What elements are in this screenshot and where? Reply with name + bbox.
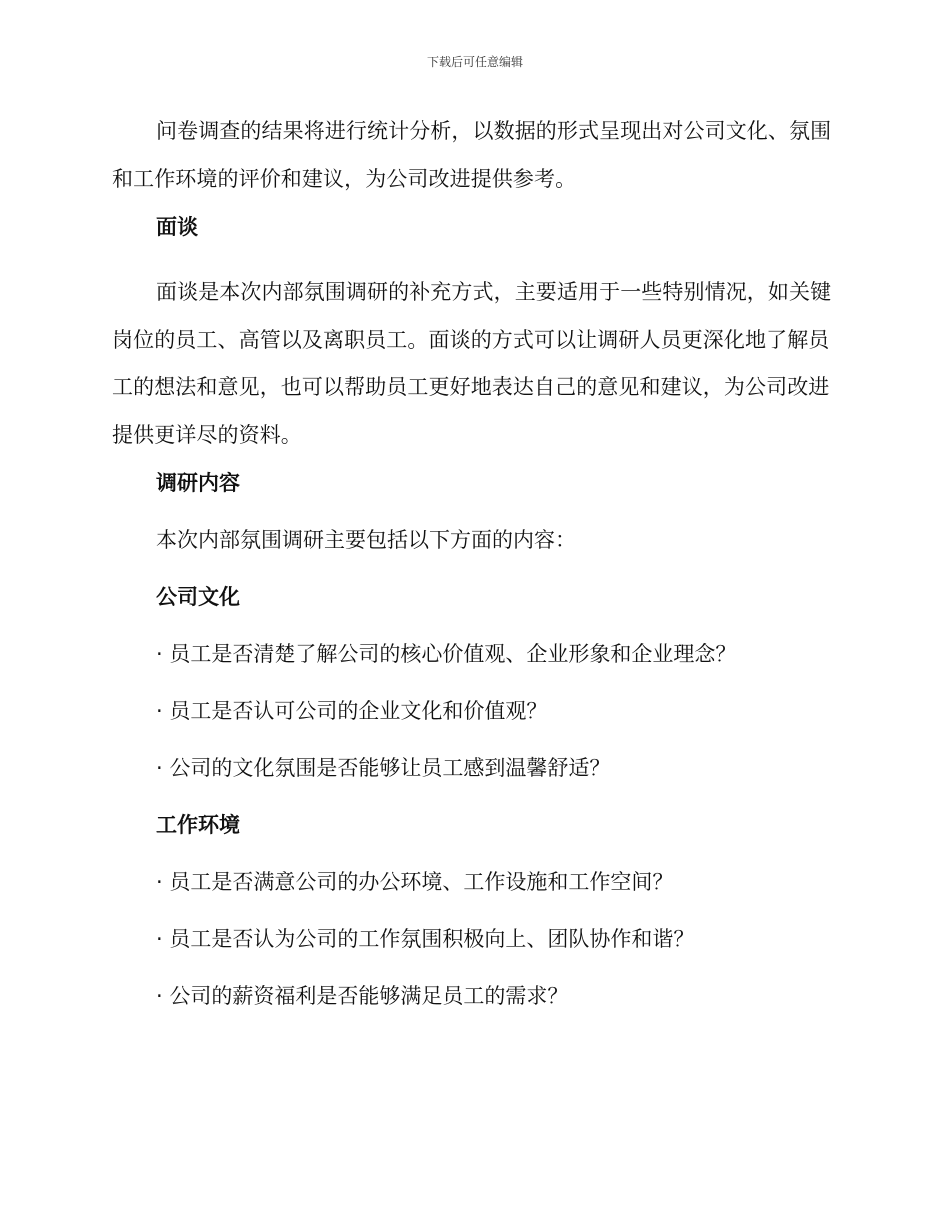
list-item-env-3: · 公司的薪资福利是否能够满足员工的需求？ [156, 984, 569, 1008]
document-body [112, 108, 838, 1038]
paragraph-interview: 面谈是本次内部氛围调研的补充方式，主要适用于一些特别情况，如关键岗位的员工、高管以及离职员工。面谈的方式可以让调研人员更深化地了解员工的想法和意见，也可以帮助员工更好地表达自己的意见和建议，为公司改进提供更详尽的资料。 [112, 280, 832, 447]
heading-company-culture: 公司文化 [156, 585, 240, 609]
heading-work-environment: 工作环境 [156, 813, 240, 837]
list-item-culture-3: · 公司的文化氛围是否能够让员工感到温馨舒适？ [156, 756, 611, 780]
list-item-culture-1: · 员工是否清楚了解公司的核心价值观、企业形象和企业理念？ [156, 642, 737, 666]
list-item-env-2: · 员工是否认为公司的工作氛围积极向上、团队协作和谐？ [156, 927, 695, 951]
list-item-culture-2: · 员工是否认可公司的企业文化和价值观？ [156, 699, 548, 723]
paragraph-survey-results: 问卷调查的结果将进行统计分析，以数据的形式呈现出对公司文化、氛围和工作环境的评价和建议，为公司改进提供参考。 [112, 119, 832, 191]
list-item-env-1: · 员工是否满意公司的办公环境、工作设施和工作空间？ [156, 870, 674, 894]
heading-interview: 面谈 [156, 215, 198, 239]
heading-research-content: 调研内容 [156, 471, 240, 495]
page-header: 下载后可任意编辑 [426, 55, 523, 69]
intro-line: 本次内部氛围调研主要包括以下方面的内容： [156, 528, 576, 552]
